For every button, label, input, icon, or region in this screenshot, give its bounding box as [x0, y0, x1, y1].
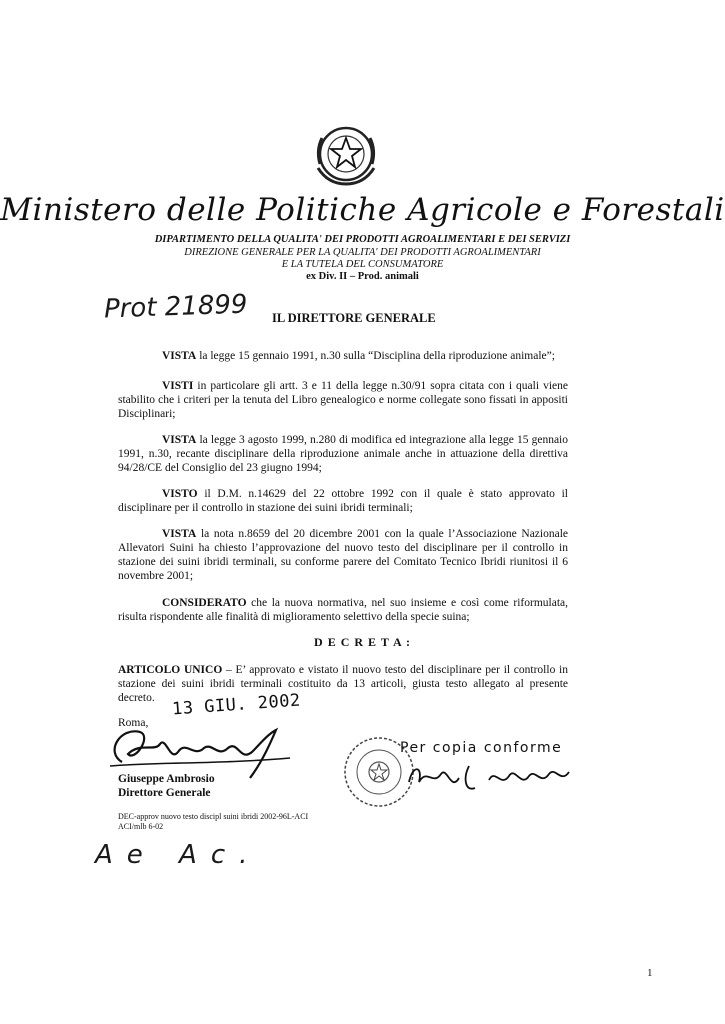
file-reference-line-1: DEC-approv nuovo testo discipl suini ibridi 2002-96L-ACI [118, 812, 309, 821]
file-reference-line-2: ACI/mlb 6-02 [118, 822, 164, 831]
date-stamp: 13 GIU. 2002 [171, 690, 302, 720]
ministry-title: Ministero delle Politiche Agricole e Forestali [0, 192, 725, 228]
handwritten-initials: Ae Ac. [95, 840, 262, 870]
page-number: 1 [647, 967, 653, 979]
paragraph-vista-2: VISTA la legge 3 agosto 1999, n.280 di modifica ed integrazione alla legge 15 gennaio 1991, n.30, recante disciplinare della riproduzione animale anche in attuazione della direttiva 94/28/CE del Consiglio del 23 giugno 1994; [118, 434, 568, 474]
document-title: IL DIRETTORE GENERALE [272, 311, 436, 325]
republic-emblem-icon [308, 120, 384, 188]
protocol-number-handwritten: Prot 21899 [103, 289, 248, 325]
paragraph-considerato: CONSIDERATO che la nuova normativa, nel suo insieme e così come riformulata, risulta rispondente alle finalità di miglioramento selettivo della specie suina; [118, 597, 568, 623]
paragraph-visti: VISTI in particolare gli artt. 3 e 11 della legge n.30/91 sopra citata con i quali viene stabilito che i criteri per la tenuta del Libro genealogico e norme collegate sono fissati in appositi Disciplinari; [118, 380, 568, 420]
paragraph-visto: VISTO il D.M. n.14629 del 22 ottobre 1992 con il quale è stato approvato il disciplinare per il controllo in stazione dei suini ibridi terminali; [118, 488, 568, 514]
paragraph-vista-1: VISTA la legge 15 gennaio 1991, n.30 sulla “Disciplina della riproduzione animale”; [162, 350, 555, 362]
direction-line-1: DIREZIONE GENERALE PER LA QUALITA' DEI PRODOTTI AGROALIMENTARI [184, 247, 541, 258]
decreta-heading: D E C R E T A : [314, 635, 411, 649]
director-signature [100, 722, 300, 780]
place-label: Roma, [118, 717, 149, 729]
signatory-role: Direttore Generale [118, 787, 211, 799]
copy-conforme-stamp: Per copia conforme [400, 740, 563, 756]
division-line: ex Div. II – Prod. animali [306, 271, 419, 282]
department-line: DIPARTIMENTO DELLA QUALITA' DEI PRODOTTI AGROALIMENTARI E DEI SERVIZI [154, 234, 571, 245]
certifier-signature [405, 758, 575, 798]
article-unico: ARTICOLO UNICO – E’ approvato e vistato il nuovo testo del disciplinare per il controllo in stazione dei suini ibridi terminali costituito da 13 articoli, giusta testo allegato al presente decreto. [118, 664, 568, 704]
paragraph-vista-3: VISTA la nota n.8659 del 20 dicembre 2001 con la quale l’Associazione Nazionale Allevatori Suini ha chiesto l’approvazione del nuovo testo del disciplinare per il controllo in stazione dei suini ibridi terminali, su conforme parere del Comitato Tecnico Ibridi riunitosi il 6 novembre 2001; [118, 528, 568, 582]
signatory-name: Giuseppe Ambrosio [118, 773, 215, 785]
direction-line-2: E LA TUTELA DEL CONSUMATORE [281, 259, 444, 270]
